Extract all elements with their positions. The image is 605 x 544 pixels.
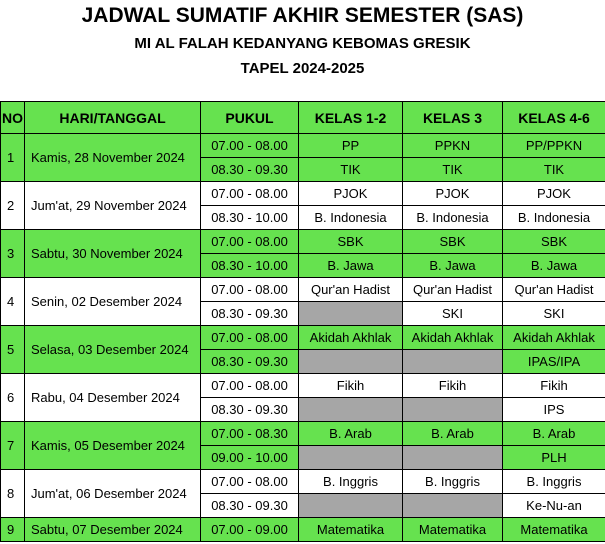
class-3-cell: PJOK xyxy=(403,182,503,206)
row-number: 9 xyxy=(1,518,25,542)
time-cell: 07.00 - 08.00 xyxy=(201,134,299,158)
row-number: 3 xyxy=(1,230,25,278)
class-3-cell: Matematika xyxy=(403,518,503,542)
row-number: 4 xyxy=(1,278,25,326)
class-4-6-cell: SKI xyxy=(503,302,605,326)
day-date-cell: Sabtu, 30 November 2024 xyxy=(25,230,201,278)
table-row xyxy=(1,326,605,350)
class-1-2-cell: SBK xyxy=(299,230,403,254)
table-row xyxy=(1,374,605,398)
class-1-2-cell: PP xyxy=(299,134,403,158)
time-cell: 07.00 - 08.00 xyxy=(201,374,299,398)
class-4-6-cell: SBK xyxy=(503,230,605,254)
time-cell: 08.30 - 09.30 xyxy=(201,302,299,326)
schedule-body xyxy=(1,134,605,542)
day-date-cell: Sabtu, 07 Desember 2024 xyxy=(25,518,201,542)
table-header-row xyxy=(1,102,605,134)
class-1-2-cell: PJOK xyxy=(299,182,403,206)
day-date-cell: Selasa, 03 Desember 2024 xyxy=(25,326,201,374)
column-header-class-1-2: KELAS 1-2 xyxy=(299,102,403,134)
class-4-6-cell: B. Indonesia xyxy=(503,206,605,230)
table-row xyxy=(1,422,605,446)
time-cell: 07.00 - 08.00 xyxy=(201,278,299,302)
time-cell: 08.30 - 10.00 xyxy=(201,254,299,278)
table-row xyxy=(1,134,605,158)
class-4-6-cell: PJOK xyxy=(503,182,605,206)
day-date-cell: Senin, 02 Desember 2024 xyxy=(25,278,201,326)
class-3-cell: B. Jawa xyxy=(403,254,503,278)
empty-cell xyxy=(299,494,403,518)
time-cell: 08.30 - 10.00 xyxy=(201,206,299,230)
column-header-class-3: KELAS 3 xyxy=(403,102,503,134)
row-number: 8 xyxy=(1,470,25,518)
time-cell: 08.30 - 09.30 xyxy=(201,158,299,182)
column-header-time: PUKUL xyxy=(201,102,299,134)
time-cell: 09.00 - 10.00 xyxy=(201,446,299,470)
empty-cell xyxy=(403,398,503,422)
empty-cell xyxy=(403,446,503,470)
time-cell: 07.00 - 09.00 xyxy=(201,518,299,542)
row-number: 6 xyxy=(1,374,25,422)
column-header-no: NO xyxy=(1,102,25,134)
row-number: 5 xyxy=(1,326,25,374)
day-date-cell: Kamis, 28 November 2024 xyxy=(25,134,201,182)
class-4-6-cell: B. Jawa xyxy=(503,254,605,278)
time-cell: 07.00 - 08.00 xyxy=(201,230,299,254)
table-row xyxy=(1,518,605,542)
class-1-2-cell: B. Arab xyxy=(299,422,403,446)
time-cell: 08.30 - 09.30 xyxy=(201,398,299,422)
class-4-6-cell: Matematika xyxy=(503,518,605,542)
day-date-cell: Jum'at, 06 Desember 2024 xyxy=(25,470,201,518)
time-cell: 07.00 - 08.00 xyxy=(201,182,299,206)
class-4-6-cell: PP/PPKN xyxy=(503,134,605,158)
class-1-2-cell: Qur'an Hadist xyxy=(299,278,403,302)
empty-cell xyxy=(299,446,403,470)
class-4-6-cell: Qur'an Hadist xyxy=(503,278,605,302)
empty-cell xyxy=(299,302,403,326)
class-3-cell: Fikih xyxy=(403,374,503,398)
class-4-6-cell: Fikih xyxy=(503,374,605,398)
class-3-cell: B. Arab xyxy=(403,422,503,446)
row-number: 2 xyxy=(1,182,25,230)
class-4-6-cell: B. Arab xyxy=(503,422,605,446)
day-date-cell: Rabu, 04 Desember 2024 xyxy=(25,374,201,422)
class-3-cell: PPKN xyxy=(403,134,503,158)
time-cell: 08.30 - 09.30 xyxy=(201,494,299,518)
table-row xyxy=(1,230,605,254)
day-date-cell: Kamis, 05 Desember 2024 xyxy=(25,422,201,470)
class-1-2-cell: B. Inggris xyxy=(299,470,403,494)
time-cell: 07.00 - 08.00 xyxy=(201,470,299,494)
class-4-6-cell: TIK xyxy=(503,158,605,182)
table-row xyxy=(1,470,605,494)
class-1-2-cell: Akidah Akhlak xyxy=(299,326,403,350)
class-3-cell: B. Inggris xyxy=(403,470,503,494)
class-3-cell: Qur'an Hadist xyxy=(403,278,503,302)
table-row xyxy=(1,278,605,302)
class-4-6-cell: PLH xyxy=(503,446,605,470)
table-row xyxy=(1,182,605,206)
time-cell: 07.00 - 08.30 xyxy=(201,422,299,446)
class-1-2-cell: TIK xyxy=(299,158,403,182)
class-4-6-cell: B. Inggris xyxy=(503,470,605,494)
column-header-class-4-6: KELAS 4-6 xyxy=(503,102,605,134)
class-3-cell: Akidah Akhlak xyxy=(403,326,503,350)
class-1-2-cell: B. Jawa xyxy=(299,254,403,278)
class-4-6-cell: IPS xyxy=(503,398,605,422)
class-1-2-cell: Matematika xyxy=(299,518,403,542)
empty-cell xyxy=(299,398,403,422)
row-number: 7 xyxy=(1,422,25,470)
class-1-2-cell: B. Indonesia xyxy=(299,206,403,230)
academic-year: TAPEL 2024-2025 xyxy=(240,60,365,77)
empty-cell xyxy=(299,350,403,374)
empty-cell xyxy=(403,494,503,518)
time-cell: 08.30 - 09.30 xyxy=(201,350,299,374)
time-cell: 07.00 - 08.00 xyxy=(201,326,299,350)
page-title: JADWAL SUMATIF AKHIR SEMESTER (SAS) xyxy=(81,4,524,27)
class-3-cell: B. Indonesia xyxy=(403,206,503,230)
class-3-cell: SKI xyxy=(403,302,503,326)
day-date-cell: Jum'at, 29 November 2024 xyxy=(25,182,201,230)
class-1-2-cell: Fikih xyxy=(299,374,403,398)
class-4-6-cell: Akidah Akhlak xyxy=(503,326,605,350)
schedule-table xyxy=(0,101,605,542)
empty-cell xyxy=(403,350,503,374)
column-header-day: HARI/TANGGAL xyxy=(25,102,201,134)
class-3-cell: SBK xyxy=(403,230,503,254)
class-3-cell: TIK xyxy=(403,158,503,182)
school-name: MI AL FALAH KEDANYANG KEBOMAS GRESIK xyxy=(134,35,471,52)
row-number: 1 xyxy=(1,134,25,182)
class-4-6-cell: Ke-Nu-an xyxy=(503,494,605,518)
class-4-6-cell: IPAS/IPA xyxy=(503,350,605,374)
